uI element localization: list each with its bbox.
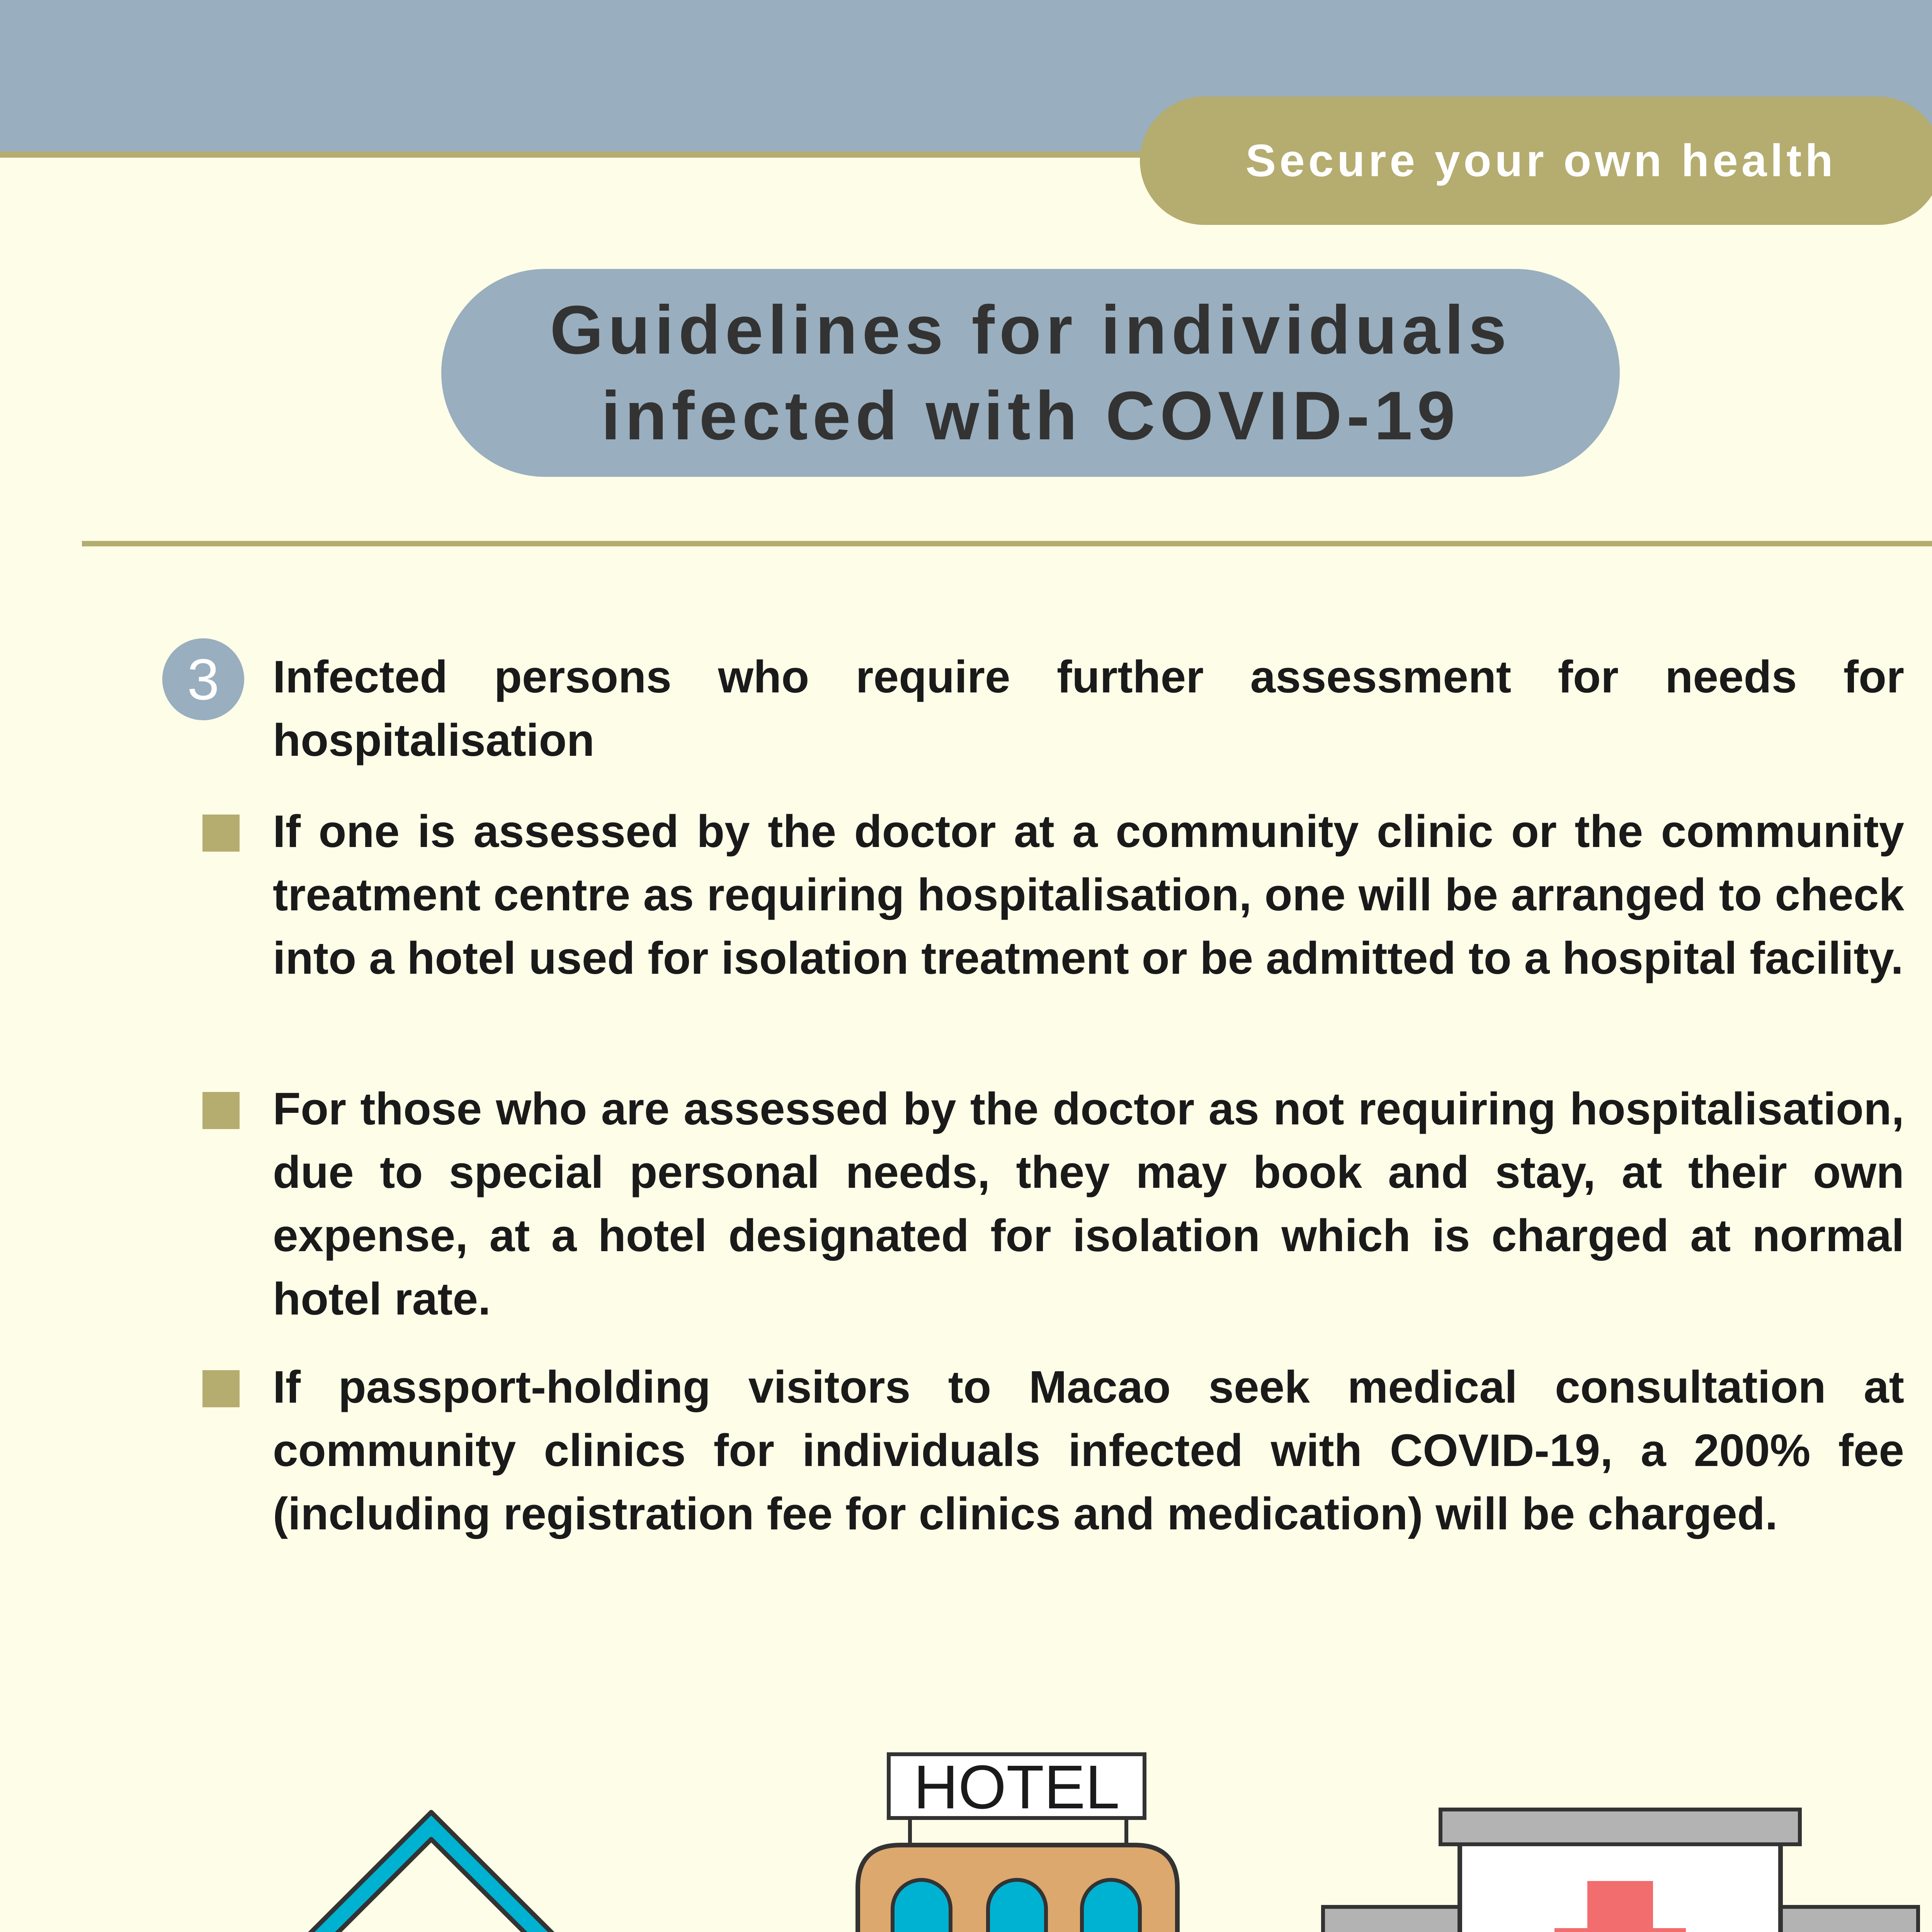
page-title-line-2: infected with COVID-19 <box>601 377 1460 454</box>
roof-icon <box>160 1812 702 1932</box>
bullet-text-1: If one is assessed by the doctor at a community clinic or the community treatment centre as requiring hospitalisation, one will be arranged to check into a hotel used for isolation treatment or be admitted to a hospital facility. <box>273 806 1904 984</box>
house-illustration <box>160 1812 702 1932</box>
section-tag-label: Secure your own health <box>1245 135 1837 186</box>
page-title-line-1: Guidelines for individuals <box>550 291 1511 368</box>
section-number: 3 <box>187 646 219 712</box>
section-heading: Infected persons who require further assessment for needs for hospitalisation <box>273 651 1904 766</box>
bullet-text-3: If passport-holding visitors to Macao seek medical consultation at community clinics for individuals infected with COVID-19, a 200% fee (including registration fee for clinics and medication) will be charged. <box>273 1362 1904 1539</box>
hotel-windows <box>893 1880 1140 1932</box>
bullet-text-2: For those who are assessed by the doctor as not requiring hospitalisation, due to special personal needs, they may book and stay, at their own expense, at a hotel designated for isolation which is charged at normal hotel rate. <box>273 1083 1904 1325</box>
hotel-illustration <box>858 1752 1177 1932</box>
hotel-sign-label: HOTEL <box>913 1752 1120 1821</box>
hospital-illustration <box>1323 1810 1918 1932</box>
